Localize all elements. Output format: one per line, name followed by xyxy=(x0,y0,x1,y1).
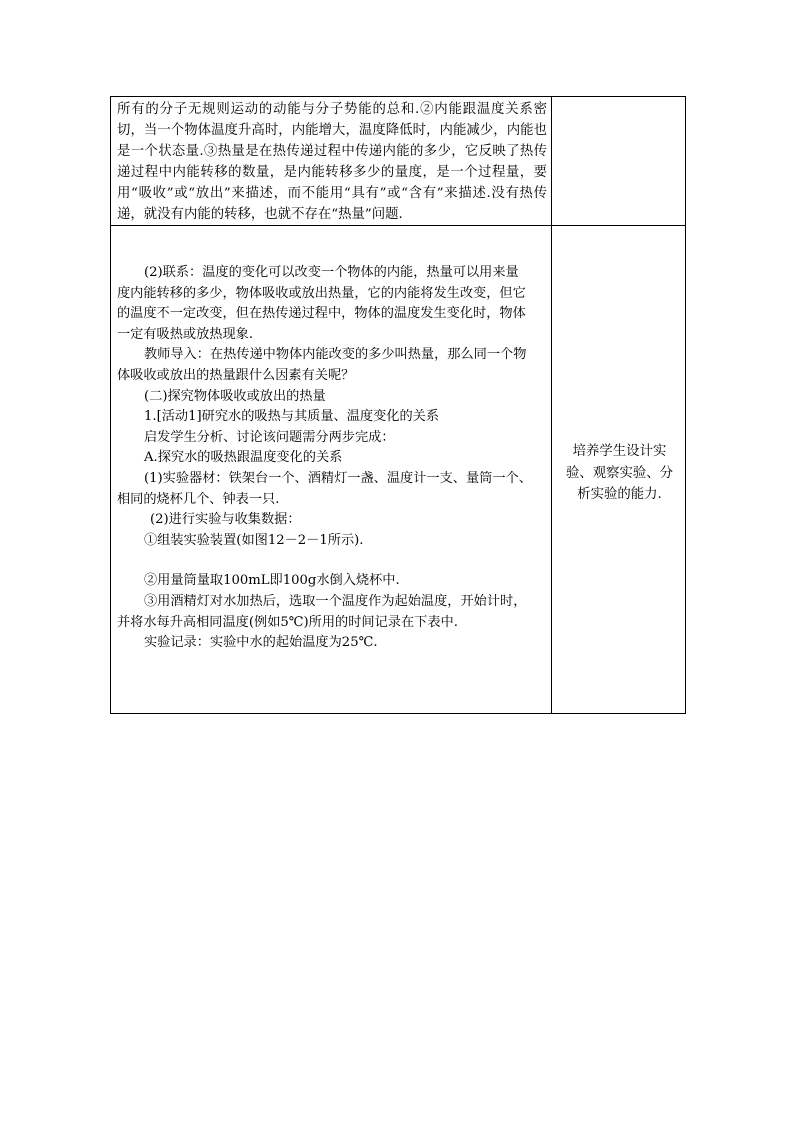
text-line: 一定有吸热或放热现象. xyxy=(117,326,254,342)
text-line: 并将水每升高相同温度(例如5℃)所用的时间记录在下表中. xyxy=(117,614,458,630)
text-line: ③用酒精灯对水加热后，选取一个温度作为起始温度，开始计时， xyxy=(144,593,527,609)
notes-cell xyxy=(552,226,686,714)
text-line: 实验记录：实验中水的起始温度为25℃. xyxy=(144,635,378,651)
text-line: 启发学生分析、讨论该问题需分两步完成： xyxy=(144,429,395,445)
text-line: 的温度不一定改变，但在热传递过程中，物体的温度发生变化时，物体 xyxy=(117,306,526,322)
text-line: 也是一个状态量.③热量是在热传递过程中传递内能的多少，它反映了 xyxy=(117,123,547,159)
table-row xyxy=(111,97,686,226)
paragraph-heat-definition xyxy=(111,97,551,225)
text-line: 度内能转移的多少，物体吸收或放出热量，它的内能将发生改变，但它 xyxy=(117,285,526,301)
text-line: (2)联系：温度的变化可以改变一个物体的内能，热量可以用来量 xyxy=(144,265,519,280)
content-cell xyxy=(111,97,552,226)
teaching-goal-note: 培养学生设计实验、观察实验、分析实验的能力. xyxy=(565,444,674,502)
text-line: 体吸收或放出的热量跟什么因素有关呢？ xyxy=(117,367,355,383)
text-line: 相同的烧杯几个、钟表一只. xyxy=(117,491,280,507)
text-line: (1)实验器材：铁架台一个、酒精灯一盏、温度计一支、量筒一个、 xyxy=(144,470,532,486)
text-line: A.探究水的吸热跟温度变化的关系 xyxy=(144,450,343,466)
text-line: 教师导入：在热传递中物体内能改变的多少叫热量，那么同一个物 xyxy=(144,347,527,363)
content-cell xyxy=(111,226,552,714)
text-line: 述.没有热传递，就没有内能的转移，也就不存在“热量”问题. xyxy=(117,186,548,222)
text-line: (2)进行实验与收集数据： xyxy=(150,512,301,528)
text-line: 切，当一个物体温度升高时，内能增大，温度降低时，内能减少，内能 xyxy=(117,123,534,138)
text-line: ①组装实验装置(如图12－2－1所示). xyxy=(144,532,364,548)
section-heading: (二)探究物体吸收或放出的热量 xyxy=(144,388,326,404)
text-line: 热传递过程中内能转移的数量，是内能转移多少的量度，是一个过程量， xyxy=(117,144,547,180)
lesson-table xyxy=(110,96,686,714)
text-line: 要用“吸收”或“放出”来描述，而不能用“具有”或“含有”来描 xyxy=(117,165,547,201)
table-row xyxy=(111,226,686,714)
text-line: 1.[活动1]研究水的吸热与其质量、温度变化的关系 xyxy=(144,409,440,425)
text-line: 所有的分子无规则运动的动能与分子势能的总和.②内能跟温度关系密 xyxy=(117,102,547,117)
notes-cell xyxy=(552,97,686,226)
text-line: ②用量筒量取100mL即100g水倒入烧杯中. xyxy=(144,573,400,589)
